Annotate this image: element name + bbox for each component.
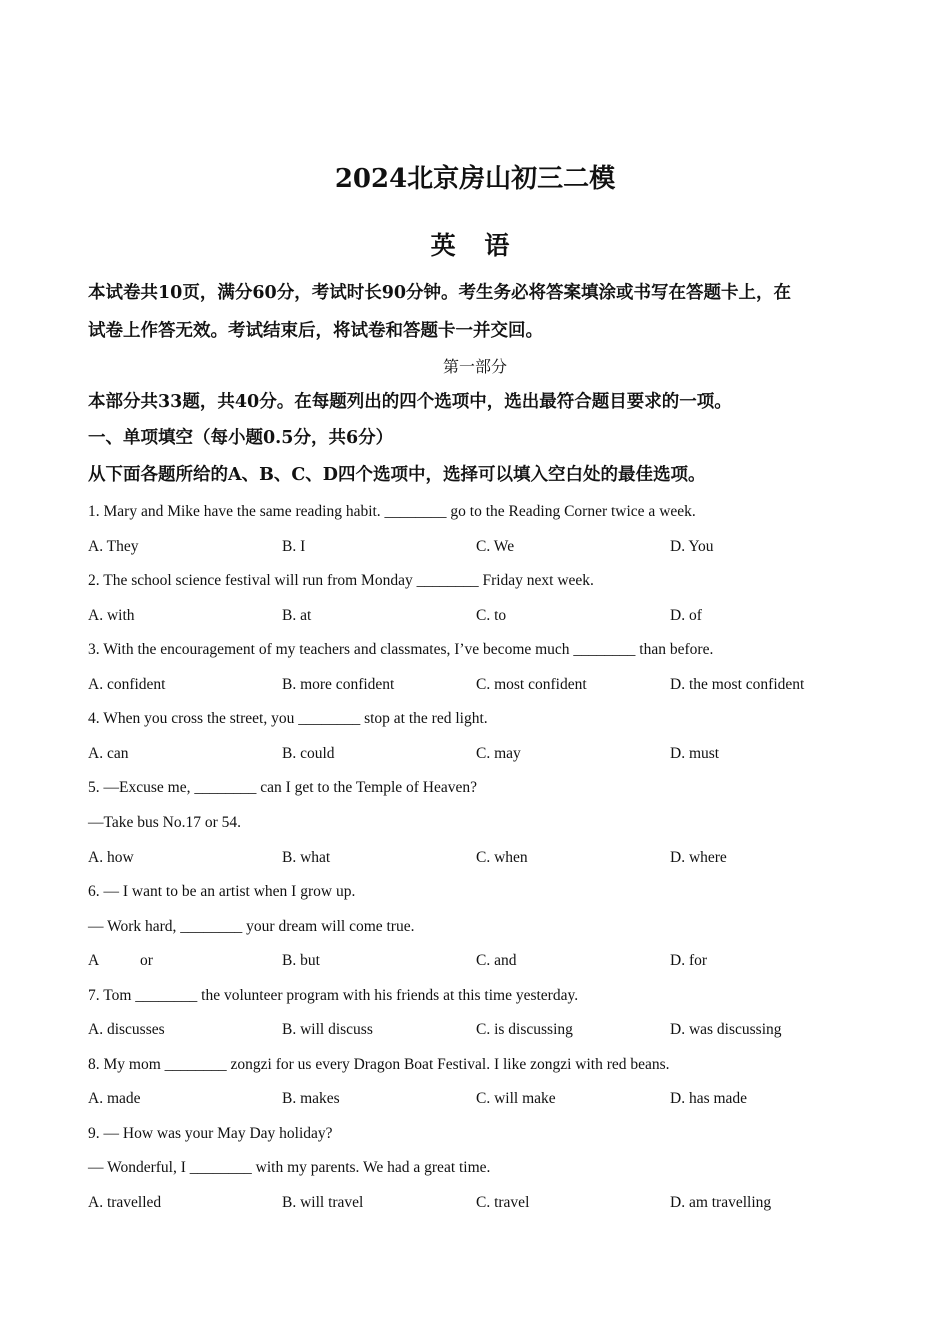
option-d: D. of	[670, 607, 702, 624]
question-1-options	[88, 537, 878, 557]
question-3-stem: 3. With the encouragement of my teachers and classmates, I’ve become much ________ than before.	[88, 641, 714, 658]
part-heading: 第一部分	[442, 357, 507, 376]
option-d: D. You	[670, 538, 714, 555]
option-c: C. will make	[476, 1090, 556, 1107]
question-8-stem: 8. My mom ________ zongzi for us every Dragon Boat Festival. I like zongzi with red beans.	[88, 1056, 670, 1073]
option-c: C. most confident	[476, 676, 587, 693]
option-b: B. will discuss	[282, 1021, 373, 1038]
question-7-stem: 7. Tom ________ the volunteer program with his friends at this time yesterday.	[88, 987, 579, 1004]
question-3-options	[88, 675, 878, 695]
question-4-stem: 4. When you cross the street, you ________ stop at the red light.	[88, 710, 488, 727]
option-c: C. when	[476, 849, 528, 866]
option-a: A. can	[88, 745, 129, 762]
section-heading: 一、单项填空（每小题0.5分，共6分）	[88, 428, 394, 448]
question-9-stem: 9. — How was your May Day holiday?	[88, 1125, 333, 1142]
option-a-letter: A	[88, 952, 100, 969]
option-b: B. what	[282, 849, 331, 866]
option-a: A. travelled	[88, 1194, 162, 1211]
option-a-text: or	[140, 952, 153, 969]
option-b: B. but	[282, 952, 320, 969]
option-d: D. where	[670, 849, 727, 866]
option-d: D. must	[670, 745, 720, 762]
option-d: D. has made	[670, 1090, 748, 1107]
option-a: A. discusses	[88, 1021, 165, 1038]
option-a: A. They	[88, 538, 139, 555]
question-7-options	[88, 1020, 878, 1040]
part-description: 本部分共33题，共40分。在每题列出的四个选项中，选出最符合题目要求的一项。	[88, 392, 732, 412]
intro-line-2: 试卷上作答无效。考试结束后，将试卷和答题卡一并交回。	[88, 321, 543, 341]
question-5-options	[88, 848, 878, 868]
option-b: B. will travel	[282, 1194, 364, 1211]
question-5-stem: 5. —Excuse me, ________ can I get to the Temple of Heaven?	[88, 779, 478, 796]
option-b: B. I	[282, 538, 306, 555]
option-b: B. makes	[282, 1090, 340, 1107]
question-9-reply: — Wonderful, I ________ with my parents. We had a great time.	[88, 1159, 491, 1176]
option-b: B. at	[282, 607, 312, 624]
option-a: A. made	[88, 1090, 141, 1107]
option-c: C. is discussing	[476, 1021, 573, 1038]
option-d: D. for	[670, 952, 708, 969]
section-instruction: 从下面各题所给的A、B、C、D四个选项中，选择可以填入空白处的最佳选项。	[88, 465, 706, 485]
option-a: A. how	[88, 849, 134, 866]
option-b: B. could	[282, 745, 335, 762]
question-5-reply: —Take bus No.17 or 54.	[88, 814, 242, 831]
intro-line-1: 本试卷共10页，满分60分，考试时长90分钟。考生务必将答案填涂或书写在答题卡上，在	[88, 283, 792, 303]
option-d: D. was discussing	[670, 1021, 782, 1038]
question-4-options	[88, 744, 878, 764]
option-a: A. confident	[88, 676, 166, 693]
option-c: C. to	[476, 607, 507, 624]
exam-title: 2024北京房山初三二模	[334, 164, 616, 194]
question-2-stem: 2. The school science festival will run from Monday ________ Friday next week.	[88, 572, 594, 589]
option-a	[88, 951, 153, 971]
option-c: C. We	[476, 538, 515, 555]
question-1-stem: 1. Mary and Mike have the same reading habit. ________ go to the Reading Corner twice a week.	[88, 503, 696, 520]
subject-title: 英 语	[430, 231, 520, 260]
option-d: D. the most confident	[670, 676, 805, 693]
question-6-options	[88, 951, 878, 971]
option-b: B. more confident	[282, 676, 395, 693]
option-d: D. am travelling	[670, 1194, 772, 1211]
option-c: C. travel	[476, 1194, 530, 1211]
question-6-reply: — Work hard, ________ your dream will come true.	[88, 918, 415, 935]
question-2-options	[88, 606, 878, 626]
option-c: C. may	[476, 745, 521, 762]
option-c: C. and	[476, 952, 517, 969]
question-6-stem: 6. — I want to be an artist when I grow up.	[88, 883, 356, 900]
option-a: A. with	[88, 607, 135, 624]
question-9-options	[88, 1193, 878, 1213]
question-8-options	[88, 1089, 878, 1109]
